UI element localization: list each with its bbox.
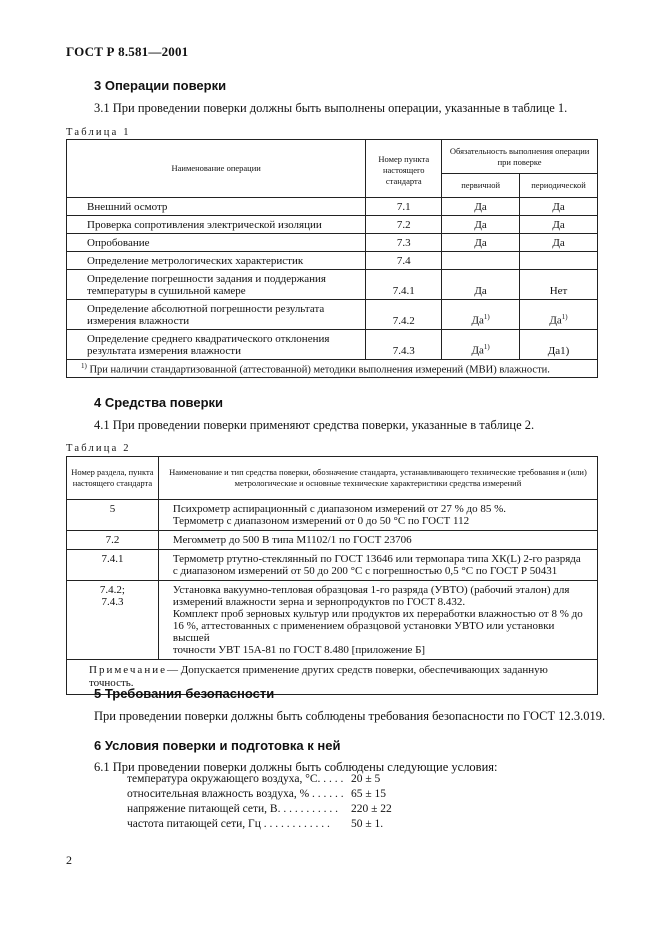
document-header: ГОСТ Р 8.581—2001 [66,44,189,59]
t1-header-mandatory: Обязательность выполнения операции при поверке [442,140,598,174]
table-2-caption: Таблица 2 [66,443,131,454]
t2-header-description: Наименование и тип средства поверки, обозначение стандарта, устанавливающего технические требования и (или) метрологические и основные технические характеристики средства измерений [158,457,597,500]
table-1-caption: Таблица 1 [66,127,131,138]
footnote-ref: 1) [561,313,568,322]
table-row: Определение погрешности задания и поддержания температуры в сушильной камере 7.4.1 Да Нет [67,270,598,300]
section-4-paragraph: 4.1 При проведении поверки применяют средства поверки, указанные в таблице 2. [94,418,535,432]
section-3-title: 3 Операции поверки [94,78,227,93]
t2-note: Примечание— Допускается применение других средств поверки, обеспечивающих заданную точность. [67,660,598,695]
t1-header-name: Наименование операции [67,140,366,198]
t1-header-number: Номер пункта настоящего стандарта [366,140,442,198]
table-row: 7.4.1 Термометр ртутно-стеклянный по ГОСТ 13646 или термопара типа ХК(L) 2-го разряда с диапазоном измерений от 50 до 200 °С с погрешностью 0,5 °С по ГОСТ Р 50431 [67,550,598,581]
section-6-paragraph: 6.1 При проведении поверки должны быть соблюдены следующие условия: [94,760,498,774]
condition-temperature: температура окружающего воздуха, °С. . . . . 20 ± 5 [127,773,381,785]
table-row: Определение среднего квадратического отклонения результата измерения влажности 7.4.3 $Да^{1)}$ Да1) [67,330,598,360]
section-5-title: 5 Требования безопасности [94,686,275,701]
footnote-ref: 1) [483,343,490,352]
table-row: Проверка сопротивления электрической изоляции 7.2 Да Да [67,216,598,234]
table-row: 5 Психрометр аспирационный с диапазоном измерений от 27 % до 85 %. Термометр с диапазоном измерений от 0 до 50 °С по ГОСТ 112 [67,500,598,531]
table-row: Опробование 7.3 Да Да [67,234,598,252]
t2-header-number: Номер раздела, пункта настоящего стандарта [67,457,159,500]
t1-header-periodic: периодической [520,174,598,198]
condition-voltage: напряжение питающей сети, В. . . . . . . . . . . 220 ± 22 [127,803,392,815]
section-4-title: 4 Средства поверки [94,395,224,410]
t1-header-primary: первичной [442,174,520,198]
table-row: 7.4.2; 7.4.3 Установка вакуумно-тепловая образцовая 1-го разряда (УВТО) (рабочий эталон) для измерений влажности зерна и зернопродуктов по ГОСТ 8.432. Комплект проб зерновых культур или продуктов их переработки влажностью от 8 % до 16 %, аттестованных с применением образцовой установки УВТО или установки высшей точности УВТ 15А-81 по ГОСТ 8.480 [приложение Б] [67,581,598,660]
condition-humidity: относительная влажность воздуха, % . . . . . . 65 ± 15 [127,788,387,800]
condition-frequency: частота питающей сети, Гц . . . . . . . . . . . . 50 ± 1. [127,818,384,830]
table-2 [66,456,598,695]
table-row: 7.2 Мегомметр до 500 В типа М1102/1 по ГОСТ 23706 [67,531,598,550]
table-row: Определение абсолютной погрешности результата измерения влажности 7.4.2 $Да^{1)}$ $Да^{1)}$ [67,300,598,330]
table-row: Определение метрологических характеристик 7.4 [67,252,598,270]
section-3-paragraph: 3.1 При проведении поверки должны быть выполнены операции, указанные в таблице 1. [94,101,568,115]
footnote-ref: 1) [483,313,490,322]
t1-footnote: $^{1)}$ При наличии стандартизованной (аттестованной) методики выполнения измерений (МВИ) влажности. [67,360,598,378]
table-row: Внешний осмотр 7.1 Да Да [67,198,598,216]
page-number: 2 [66,853,72,867]
section-5-paragraph: При проведении поверки должны быть соблюдены требования безопасности по ГОСТ 12.3.019. [94,709,606,723]
section-6-title: 6 Условия поверки и подготовка к ней [94,738,341,753]
table-1 [66,139,598,378]
